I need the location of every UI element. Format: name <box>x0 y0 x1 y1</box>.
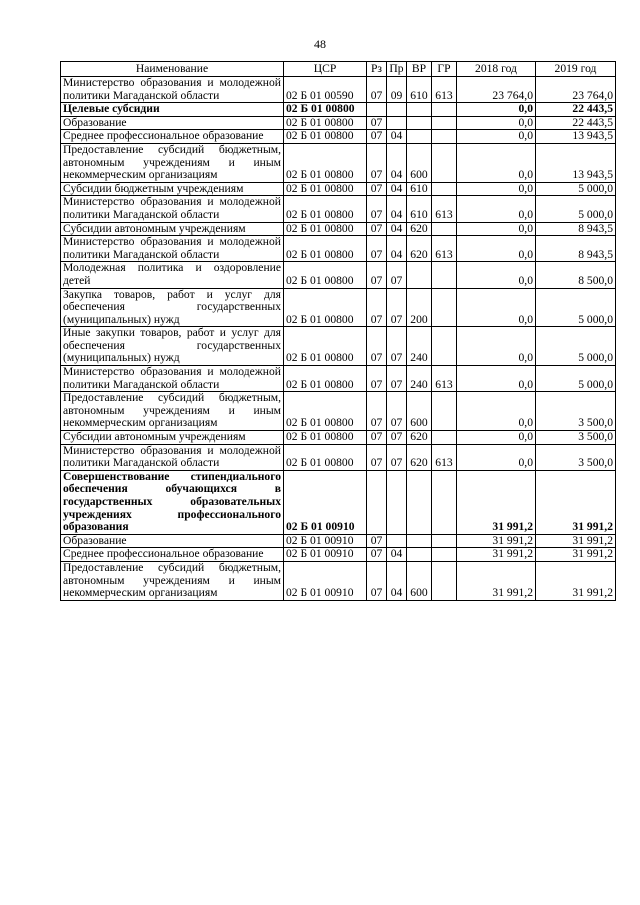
cell-vr: 620 <box>407 444 432 470</box>
cell-rz: 07 <box>367 392 387 431</box>
cell-gr: 613 <box>432 444 457 470</box>
cell-rz: 07 <box>367 444 387 470</box>
cell-2018: 0,0 <box>457 431 536 445</box>
table-row <box>61 534 616 548</box>
cell-rz: 07 <box>367 116 387 130</box>
cell-vr <box>407 103 432 117</box>
cell-rz <box>367 470 387 534</box>
table-row <box>61 470 616 534</box>
cell-name: Иные закупки товаров, работ и услуг для обеспечения государственных (муниципальных) нужд <box>61 327 284 366</box>
table-row <box>61 222 616 236</box>
cell-rz: 07 <box>367 222 387 236</box>
cell-2018: 0,0 <box>457 116 536 130</box>
cell-pr: 07 <box>387 392 407 431</box>
cell-pr <box>387 534 407 548</box>
cell-rz: 07 <box>367 534 387 548</box>
cell-name: Молодежная политика и оздоровление детей <box>61 262 284 288</box>
cell-name: Предоставление субсидий бюджетным, автономным учреждениям и иным некоммерческим организациям <box>61 143 284 182</box>
cell-name: Министерство образования и молодежной политики Магаданской области <box>61 196 284 222</box>
cell-vr <box>407 116 432 130</box>
cell-2018: 31 991,2 <box>457 548 536 562</box>
cell-2019: 31 991,2 <box>536 561 616 600</box>
cell-2018: 0,0 <box>457 130 536 144</box>
cell-csr: 02 Б 01 00910 <box>284 534 367 548</box>
cell-pr: 07 <box>387 262 407 288</box>
cell-csr: 02 Б 01 00800 <box>284 431 367 445</box>
cell-csr: 02 Б 01 00800 <box>284 196 367 222</box>
cell-2018: 31 991,2 <box>457 534 536 548</box>
cell-pr: 04 <box>387 222 407 236</box>
cell-2019: 5 000,0 <box>536 196 616 222</box>
cell-2019: 8 943,5 <box>536 222 616 236</box>
cell-csr: 02 Б 01 00800 <box>284 444 367 470</box>
cell-2019: 5 000,0 <box>536 327 616 366</box>
cell-gr <box>432 103 457 117</box>
cell-2019: 22 443,5 <box>536 116 616 130</box>
cell-2018: 0,0 <box>457 327 536 366</box>
cell-gr: 613 <box>432 236 457 262</box>
cell-pr: 04 <box>387 130 407 144</box>
cell-pr <box>387 470 407 534</box>
table-row <box>61 366 616 392</box>
cell-rz: 07 <box>367 431 387 445</box>
cell-vr <box>407 548 432 562</box>
cell-gr <box>432 431 457 445</box>
cell-pr <box>387 116 407 130</box>
cell-2019: 23 764,0 <box>536 77 616 103</box>
cell-name: Совершенствование стипендиального обеспечения обучающихся в государственных образовательных учреждениях профессионального образования <box>61 470 284 534</box>
cell-vr <box>407 130 432 144</box>
cell-name: Образование <box>61 534 284 548</box>
cell-vr: 620 <box>407 236 432 262</box>
col-header-pr: Пр <box>387 62 407 77</box>
cell-name: Министерство образования и молодежной политики Магаданской области <box>61 77 284 103</box>
cell-2019: 3 500,0 <box>536 392 616 431</box>
cell-2019: 5 000,0 <box>536 366 616 392</box>
cell-2018: 0,0 <box>457 236 536 262</box>
cell-name: Предоставление субсидий бюджетным, автономным учреждениям и иным некоммерческим организациям <box>61 561 284 600</box>
cell-name: Образование <box>61 116 284 130</box>
table-row <box>61 196 616 222</box>
cell-2019: 3 500,0 <box>536 431 616 445</box>
cell-pr: 04 <box>387 196 407 222</box>
cell-gr: 613 <box>432 366 457 392</box>
cell-pr: 04 <box>387 561 407 600</box>
cell-vr: 600 <box>407 143 432 182</box>
cell-vr: 600 <box>407 561 432 600</box>
cell-2019: 31 991,2 <box>536 470 616 534</box>
cell-csr: 02 Б 01 00800 <box>284 103 367 117</box>
cell-2018: 23 764,0 <box>457 77 536 103</box>
cell-rz: 07 <box>367 327 387 366</box>
cell-2019: 8 943,5 <box>536 236 616 262</box>
cell-vr: 610 <box>407 77 432 103</box>
cell-vr: 620 <box>407 431 432 445</box>
col-header-gr: ГР <box>432 62 457 77</box>
cell-2019: 31 991,2 <box>536 534 616 548</box>
col-header-2018: 2018 год <box>457 62 536 77</box>
table-row <box>61 431 616 445</box>
cell-gr <box>432 392 457 431</box>
cell-name: Целевые субсидии <box>61 103 284 117</box>
cell-2018: 0,0 <box>457 222 536 236</box>
table-row <box>61 116 616 130</box>
cell-name: Среднее профессиональное образование <box>61 548 284 562</box>
cell-rz: 07 <box>367 236 387 262</box>
cell-2019: 8 500,0 <box>536 262 616 288</box>
cell-rz <box>367 103 387 117</box>
table-row <box>61 182 616 196</box>
cell-csr: 02 Б 01 00800 <box>284 288 367 327</box>
cell-name: Предоставление субсидий бюджетным, автономным учреждениям и иным некоммерческим организациям <box>61 392 284 431</box>
cell-name: Закупка товаров, работ и услуг для обеспечения государственных (муниципальных) нужд <box>61 288 284 327</box>
cell-2018: 0,0 <box>457 288 536 327</box>
cell-2018: 0,0 <box>457 182 536 196</box>
cell-vr: 200 <box>407 288 432 327</box>
cell-pr: 09 <box>387 77 407 103</box>
cell-2018: 0,0 <box>457 366 536 392</box>
cell-csr: 02 Б 01 00800 <box>284 366 367 392</box>
cell-rz: 07 <box>367 262 387 288</box>
cell-pr <box>387 103 407 117</box>
cell-csr: 02 Б 01 00800 <box>284 182 367 196</box>
cell-2019: 5 000,0 <box>536 182 616 196</box>
cell-csr: 02 Б 01 00800 <box>284 392 367 431</box>
cell-name: Субсидии автономным учреждениям <box>61 222 284 236</box>
table-row <box>61 548 616 562</box>
cell-vr <box>407 470 432 534</box>
cell-gr: 613 <box>432 77 457 103</box>
table-row <box>61 77 616 103</box>
cell-name: Субсидии автономным учреждениям <box>61 431 284 445</box>
cell-vr: 240 <box>407 366 432 392</box>
cell-csr: 02 Б 01 00800 <box>284 262 367 288</box>
cell-gr <box>432 182 457 196</box>
cell-gr <box>432 143 457 182</box>
cell-vr: 610 <box>407 182 432 196</box>
col-header-name: Наименование <box>61 62 284 77</box>
cell-2019: 13 943,5 <box>536 130 616 144</box>
cell-name: Министерство образования и молодежной политики Магаданской области <box>61 236 284 262</box>
budget-table <box>60 61 616 601</box>
cell-gr <box>432 288 457 327</box>
cell-pr: 07 <box>387 444 407 470</box>
table-row <box>61 561 616 600</box>
cell-csr: 02 Б 01 00910 <box>284 470 367 534</box>
cell-rz: 07 <box>367 366 387 392</box>
col-header-csr: ЦСР <box>284 62 367 77</box>
cell-2019: 13 943,5 <box>536 143 616 182</box>
cell-gr <box>432 262 457 288</box>
cell-gr <box>432 327 457 366</box>
cell-csr: 02 Б 01 00800 <box>284 236 367 262</box>
cell-gr <box>432 548 457 562</box>
cell-vr: 620 <box>407 222 432 236</box>
cell-pr: 07 <box>387 327 407 366</box>
page-number: 48 <box>314 37 326 51</box>
cell-vr <box>407 534 432 548</box>
cell-gr <box>432 534 457 548</box>
cell-2019: 3 500,0 <box>536 444 616 470</box>
cell-rz: 07 <box>367 143 387 182</box>
cell-name: Субсидии бюджетным учреждениям <box>61 182 284 196</box>
table-row <box>61 288 616 327</box>
cell-gr <box>432 470 457 534</box>
col-header-vr: ВР <box>407 62 432 77</box>
cell-2018: 31 991,2 <box>457 561 536 600</box>
col-header-rz: Рз <box>367 62 387 77</box>
cell-csr: 02 Б 01 00910 <box>284 548 367 562</box>
table-row <box>61 392 616 431</box>
cell-name: Министерство образования и молодежной политики Магаданской области <box>61 366 284 392</box>
cell-2018: 0,0 <box>457 262 536 288</box>
cell-2018: 0,0 <box>457 392 536 431</box>
col-header-2019: 2019 год <box>536 62 616 77</box>
cell-2019: 22 443,5 <box>536 103 616 117</box>
cell-2019: 5 000,0 <box>536 288 616 327</box>
cell-pr: 07 <box>387 431 407 445</box>
cell-pr: 04 <box>387 236 407 262</box>
cell-gr: 613 <box>432 196 457 222</box>
cell-2018: 0,0 <box>457 143 536 182</box>
cell-pr: 04 <box>387 143 407 182</box>
cell-vr: 240 <box>407 327 432 366</box>
cell-csr: 02 Б 01 00800 <box>284 327 367 366</box>
cell-vr: 610 <box>407 196 432 222</box>
cell-gr <box>432 116 457 130</box>
cell-rz: 07 <box>367 182 387 196</box>
cell-rz: 07 <box>367 130 387 144</box>
cell-pr: 07 <box>387 288 407 327</box>
cell-vr <box>407 262 432 288</box>
cell-csr: 02 Б 01 00590 <box>284 77 367 103</box>
cell-gr <box>432 561 457 600</box>
cell-vr: 600 <box>407 392 432 431</box>
cell-csr: 02 Б 01 00910 <box>284 561 367 600</box>
cell-rz: 07 <box>367 196 387 222</box>
cell-2018: 0,0 <box>457 103 536 117</box>
cell-csr: 02 Б 01 00800 <box>284 222 367 236</box>
cell-rz: 07 <box>367 77 387 103</box>
table-row <box>61 143 616 182</box>
table-row <box>61 130 616 144</box>
cell-pr: 04 <box>387 182 407 196</box>
cell-csr: 02 Б 01 00800 <box>284 130 367 144</box>
cell-rz: 07 <box>367 548 387 562</box>
cell-gr <box>432 130 457 144</box>
cell-csr: 02 Б 01 00800 <box>284 143 367 182</box>
cell-gr <box>432 222 457 236</box>
cell-name: Среднее профессиональное образование <box>61 130 284 144</box>
cell-rz: 07 <box>367 561 387 600</box>
cell-name: Министерство образования и молодежной политики Магаданской области <box>61 444 284 470</box>
cell-2018: 0,0 <box>457 444 536 470</box>
table-header-row <box>61 62 616 77</box>
table-row <box>61 327 616 366</box>
cell-pr: 07 <box>387 366 407 392</box>
table-row <box>61 103 616 117</box>
cell-pr: 04 <box>387 548 407 562</box>
cell-2018: 31 991,2 <box>457 470 536 534</box>
table-row <box>61 236 616 262</box>
cell-2019: 31 991,2 <box>536 548 616 562</box>
cell-csr: 02 Б 01 00800 <box>284 116 367 130</box>
table-row <box>61 262 616 288</box>
cell-rz: 07 <box>367 288 387 327</box>
table-row <box>61 444 616 470</box>
cell-2018: 0,0 <box>457 196 536 222</box>
